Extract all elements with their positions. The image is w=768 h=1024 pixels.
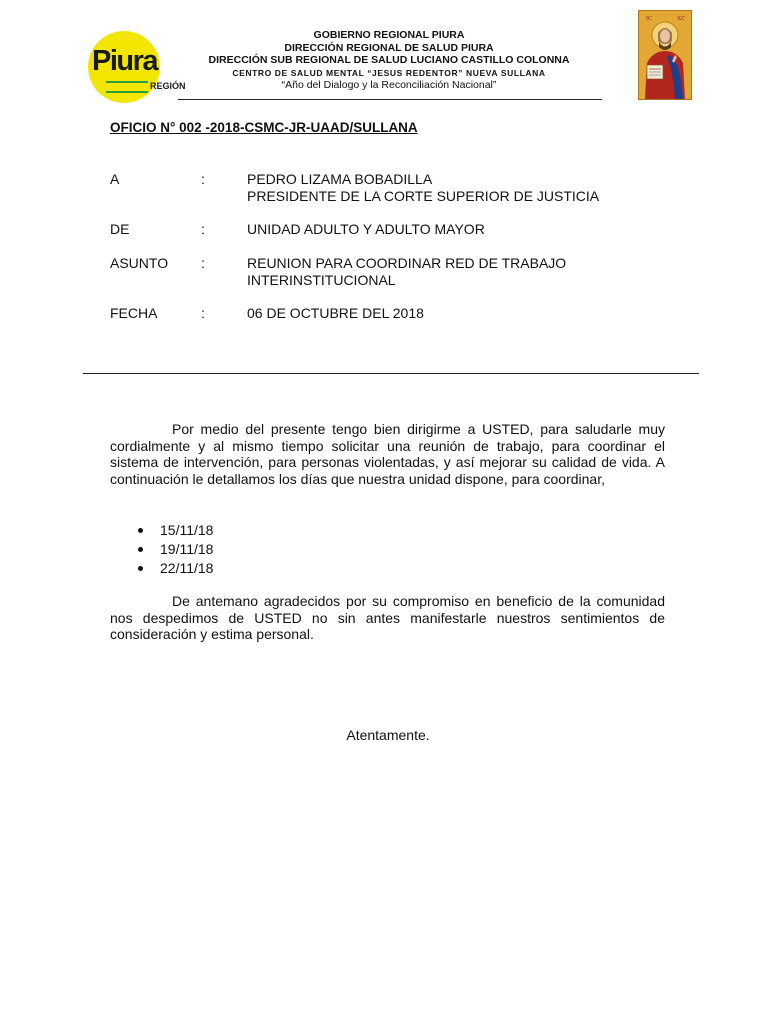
field-a-value bbox=[247, 171, 599, 204]
icon-label-ic: IC bbox=[646, 16, 652, 22]
document-number: OFICIO N° 002 -2018-CSMC-JR-UAAD/SULLANA bbox=[110, 120, 418, 135]
field-a-key: A bbox=[110, 171, 120, 187]
body-paragraph-1: Por medio del presente tengo bien dirigirme a USTED, para saludarle muy cordialmente y al mismo tiempo solicitar una reunión de trabajo, para coordinar el sistema de intervención, para personas violentadas, y así mejorar su calidad de vida. A continuación le detallamos los días que nuestra unidad dispone, para coordinar, bbox=[110, 421, 665, 487]
field-asunto-value-line-2: INTERINSTITUCIONAL bbox=[247, 271, 396, 288]
field-fecha-colon: : bbox=[201, 305, 205, 321]
field-de-value-line-1: UNIDAD ADULTO Y ADULTO MAYOR bbox=[247, 221, 485, 237]
field-a-value-line-1: PEDRO LIZAMA BOBADILLA bbox=[247, 171, 433, 187]
letterhead bbox=[180, 29, 598, 91]
field-asunto-value-line-1: REUNION PARA COORDINAR RED DE TRABAJO bbox=[247, 255, 567, 271]
letterhead-line-3: DIRECCIÓN SUB REGIONAL DE SALUD LUCIANO CASTILLO COLONNA bbox=[208, 54, 570, 66]
logo-subtitle: REGIÓN bbox=[150, 81, 186, 91]
field-asunto-colon: : bbox=[201, 255, 205, 271]
dates-list bbox=[110, 522, 213, 579]
field-de-value bbox=[247, 221, 485, 238]
field-de-key: DE bbox=[110, 221, 130, 237]
fields-divider bbox=[83, 373, 699, 374]
letterhead-motto: “Año del Dialogo y la Reconciliación Nacional” bbox=[281, 78, 497, 91]
field-fecha-value bbox=[247, 305, 424, 322]
christ-pantocrator-icon bbox=[639, 11, 691, 99]
field-asunto-key: ASUNTO bbox=[110, 255, 169, 271]
logo-stripes bbox=[106, 81, 148, 93]
field-fecha-key: FECHA bbox=[110, 305, 158, 321]
religious-icon-image bbox=[638, 10, 692, 100]
field-a-value-line-2: PRESIDENTE DE LA CORTE SUPERIOR DE JUSTICIA bbox=[247, 187, 600, 204]
field-de-colon: : bbox=[201, 221, 205, 237]
letterhead-line-4: CENTRO DE SALUD MENTAL “JESUS REDENTOR” NUEVA SULLANA bbox=[232, 67, 546, 78]
field-fecha-value-line-1: 06 DE OCTUBRE DEL 2018 bbox=[247, 305, 424, 321]
list-item: 15/11/18 bbox=[110, 522, 213, 541]
letterhead-line-2: DIRECCIÓN REGIONAL DE SALUD PIURA bbox=[284, 41, 494, 54]
icon-label-xc: XC bbox=[677, 16, 686, 22]
letterhead-line-1: GOBIERNO REGIONAL PIURA bbox=[313, 29, 465, 41]
header-divider bbox=[178, 99, 602, 100]
logo-name: Piura bbox=[92, 45, 158, 77]
field-asunto-value bbox=[247, 255, 566, 288]
list-item: 19/11/18 bbox=[110, 541, 213, 560]
list-item: 22/11/18 bbox=[110, 560, 213, 579]
field-a-colon: : bbox=[201, 171, 205, 187]
closing-salutation: Atentamente. bbox=[346, 727, 430, 743]
piura-region-logo bbox=[86, 29, 186, 105]
body-paragraph-2: De antemano agradecidos por su compromiso en beneficio de la comunidad nos despedimos de USTED no sin antes manifestarle nuestros sentimientos de consideración y estima personal. bbox=[110, 593, 665, 643]
